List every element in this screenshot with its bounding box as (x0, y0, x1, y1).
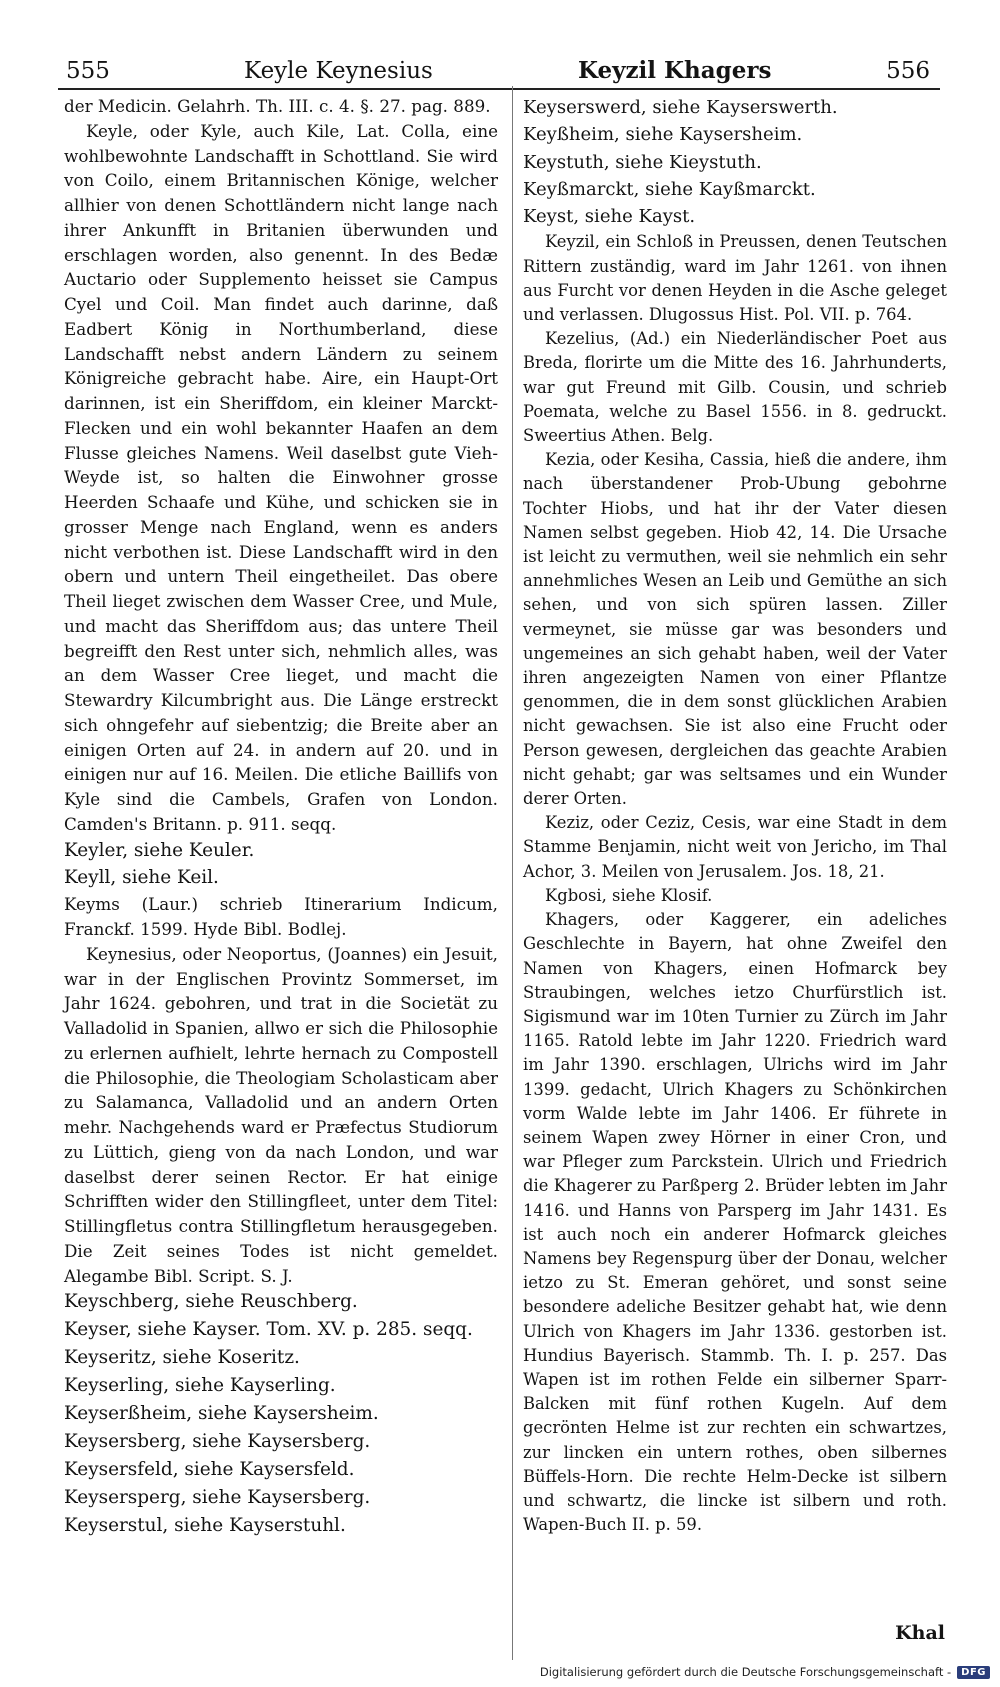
lexicon-entry: Keysersberg, siehe Kaysersberg. (64, 1430, 371, 1452)
lexicon-entry: Keyle, oder Kyle, auch Kile, Lat. Colla, eine wohlbewohnte Landschafft in Schottland. Sie wird von Coilo, einem Britannischen Könige, welcher allhier von denen Schottländern nicht lange nach ihrer Ankunfft in Britanien überwunden und erschlagen worden, also genennt. In des Bedæ Auctario oder Supplemento heisset sie Campus Cyel und Coil. Man findet auch darinne, daß Eadbert König in Northumberland, diese Landschafft nebst andern Ländern zu seinem Königreiche gebracht habe. Aire, ein Haupt-Ort darinnen, ist ein Sheriffdom, ein kleiner Marckt-Flecken und ein wohl bekannter Haafen an dem Flusse gleiches Namens. Weil daselbst gute Vieh-Weyde ist, so halten die Einwohner grosse Heerden Schaafe und Kühe, und schicken sie in grosser Menge nach England, wenn es anders nicht verbothen ist. Diese Landschafft wird in den obern und untern Theil eingetheilet. Das obere Theil lieget zwischen dem Wasser Cree, und Mule, und macht das Sheriffdom aus; das untere Theil begreifft den Rest unter sich, nehmlich alles, was an dem Wasser Cree lieget, und macht die Stewardry Kilcumbright aus. Die Länge erstreckt sich ohngefehr auf siebentzig; die Breite aber an einigen Orten auf 24. in andern auf 20. und in einigen nur auf 16. Meilen. Die etliche Baillifs von Kyle sind die Cambels, Grafen von London. Camden's Britann. p. 911. seqq. (64, 120, 498, 834)
page-number-right: 556 (886, 58, 930, 84)
header-rule (58, 88, 940, 90)
footer-text: Digitalisierung gefördert durch die Deutsche Forschungsgemeinschaft - (539, 1665, 952, 1679)
lexicon-entry: Keyserßheim, siehe Kaysersheim. (64, 1402, 379, 1424)
page-number-left: 555 (66, 58, 110, 84)
lexicon-entry: Keyms (Laur.) schrieb Itinerarium Indicum, Franckf. 1599. Hyde Bibl. Bodlej. (64, 894, 498, 940)
column-divider (512, 86, 513, 1660)
lexicon-entry: Keyseritz, siehe Koseritz. (64, 1347, 300, 1369)
lexicon-entry: Keysersfeld, siehe Kaysersfeld. (64, 1458, 355, 1480)
lexicon-entry: Kezelius, (Ad.) ein Niederländischer Poet aus Breda, florirte um die Mitte des 16. Jahrhunderts, war gut Freund mit Gilb. Cousin, und schrieb Poemata, welche zu Basel 1556. in 8. gedruckt. Sweertius Athen. Belg. (523, 329, 947, 446)
lexicon-entry: Keyll, siehe Keil. (64, 867, 219, 889)
lexicon-entry: Keynesius, oder Neoportus, (Joannes) ein Jesuit, war in der Englischen Provintz Sommerset, im Jahr 1624. gebohren, und trat in die Societät zu Valladolid in Spanien, allwo er sich die Philosophie zu erlernen aufhielt, lehrte hernach zu Compostell die Philosophie, die Theologiam Scholasticam aber zu Salamanca, Valladolid und an andern Orten mehr. Nachgehends ward er Præfectus Studiorum zu Lüttich, gieng von da nach London, und war daselbst derer seinen Rector. Er hat einige Schrifften wider den Stillingfleet, unter dem Titel: Stillingfletus contra Stillingfletum herausgegeben. Die Zeit seines Todes ist nicht gemeldet. Alegambe Bibl. Script. S. J. (64, 943, 498, 1286)
lexicon-entry: Keyserstul, siehe Kayserstuhl. (64, 1514, 346, 1536)
lexicon-entry: Keyler, siehe Keuler. (64, 839, 255, 861)
lexicon-entry: Keyser, siehe Kayser. Tom. XV. p. 285. seqq. (64, 1319, 473, 1341)
lexicon-entry: Kezia, oder Kesiha, Cassia, hieß die andere, ihm nach überstandener Prob-Ubung gebohrne Tochter Hiobs, und hat ihr der Vater diesen Namen selbst gegeben. Hiob 42, 14. Die Ursache ist leicht zu vermuthen, weil sie nehmlich ein sehr annehmliches Wesen an Leib und Gemüthe an sich sehen, und von sich spüren lassen. Ziller vermeynet, sie müsse gar was besonders und ungemeines an sich gehabt haben, weil der Vater ihren angezeigten Namen von einer Pflantze genommen, die in dem sonst glücklichen Arabien nicht gewachsen. Sie ist also eine Frucht oder Person gewesen, dergleichen das geachte Arabien nicht gehabt; gar was seltsames und ein Wunder derer Orten. (523, 450, 947, 809)
lexicon-entry: Keyserswerd, siehe Kayserswerth. (523, 97, 838, 118)
lexicon-entry: Keysersperg, siehe Kaysersberg. (64, 1486, 371, 1508)
lexicon-entry: der Medicin. Gelahrh. Th. III. c. 4. §. 27. pag. 889. (64, 96, 491, 116)
lexicon-entry: Keyst, siehe Kayst. (523, 206, 696, 228)
lexicon-entry: Keyschberg, siehe Reuschberg. (64, 1291, 358, 1313)
running-title-right: Keyzil Khagers (578, 57, 772, 84)
running-title-left: Keyle Keynesius (244, 58, 433, 84)
lexicon-entry: Keystuth, siehe Kieystuth. (523, 151, 762, 173)
lexicon-entry: Keyßheim, siehe Kaysersheim. (523, 124, 803, 146)
lexicon-entry: Keyßmarckt, siehe Kayßmarckt. (523, 178, 816, 200)
catchword: Khal (895, 1622, 945, 1644)
footer (540, 1665, 990, 1679)
lexicon-entry: Kgbosi, siehe Klosif. (545, 885, 713, 905)
dfg-logo-icon: DFG (957, 1666, 990, 1679)
lexicon-entry: Keyzil, ein Schloß in Preussen, denen Teutschen Rittern zuständig, ward im Jahr 1261. von ihnen aus Furcht vor denen Heyden in die Asche geleget und verlassen. Dlugossus Hist. Pol. VII. p. 764. (523, 232, 947, 325)
lexicon-entry: Keziz, oder Ceziz, Cesis, war eine Stadt in dem Stamme Benjamin, nicht weit von Jericho, im Thal Achor, 3. Meilen von Jerusalem. Jos. 18, 21. (523, 813, 947, 881)
left-column (64, 94, 498, 1539)
lexicon-entry: Keyserling, siehe Kayserling. (64, 1375, 336, 1397)
right-column (523, 94, 947, 1537)
lexicon-entry: Khagers, oder Kaggerer, ein adeliches Geschlechte in Bayern, hat ohne Zweifel den Namen von Khagers, einen Hofmarck bey Straubingen, welches ietzo Churfürstlich ist. Sigismund war im 10ten Turnier zu Zürch im Jahr 1165. Ratold lebte im Jahr 1220. Friedrich ward im Jahr 1390. erschlagen, Ulrichs wird im Jahr 1399. gedacht, Ulrich Khagers zu Schönkirchen vorm Walde lebte im Jahr 1406. Er führete in seinem Wapen zwey Hörner in einer Cron, und war Pfleger zum Parckstein. Ulrich und Friedrich die Khagerer zu Parßperg 2. Brüder lebten im Jahr 1416. und Hanns von Parsperg im Jahr 1431. Es ist auch noch ein anderer Hofmarck gleiches Namens bey Regenspurg über der Donau, welcher ietzo zu St. Emeran gehöret, und sonst seine besondere adeliche Besitzer gehabt hat, wie denn Ulrich von Khagers im Jahr 1336. gestorben ist. Hundius Bayerisch. Stammb. Th. I. p. 257. Das Wapen ist im rothen Felde ein silberner Sparr-Balcken mit fünf rothen Kugeln. Auf dem gecrönten Helme ist zur rechten ein schwartzes, zur lincken ein untern rothes, oben silbernes Büffels-Horn. Die rechte Helm-Decke ist silbern und schwartz, die lincke ist silbern und roth. Wapen-Buch II. p. 59. (523, 910, 947, 1535)
